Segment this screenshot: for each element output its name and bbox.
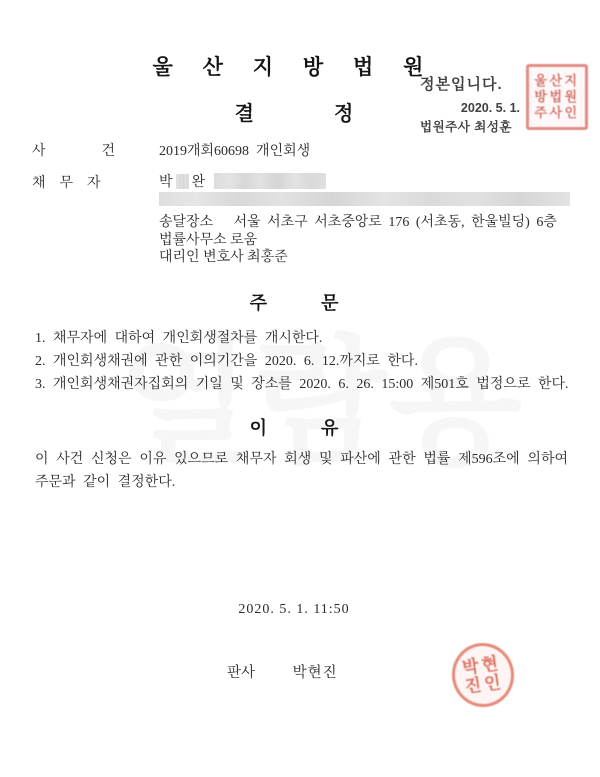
redaction-box xyxy=(176,174,189,189)
reason-text: 이 사건 신청은 이유 있으므로 채무자 회생 및 파산에 관한 법률 제596조에 의하여 주문과 같이 결정한다. xyxy=(35,452,568,490)
decision-datetime: 2020. 5. 1. 11:50 xyxy=(238,602,350,617)
judge-label: 판사 xyxy=(227,665,256,681)
certification-date: 2020. 5. 1. xyxy=(460,101,520,115)
redaction-box xyxy=(159,192,570,206)
reason-heading: 이 유 xyxy=(249,418,339,438)
certification-statement: 정본입니다. xyxy=(420,76,503,93)
law-office: 법률사무소 로움 xyxy=(159,233,258,248)
case-number: 2019개회60698 개인회생 xyxy=(159,144,311,159)
judge-name: 박현진 xyxy=(292,665,338,681)
court-registrar-seal-text: 울산지방법원주사인 xyxy=(534,73,580,120)
judge-seal-text: 박현진인 xyxy=(461,653,505,697)
debtor-name-row xyxy=(159,171,326,191)
judge-signature-row xyxy=(227,661,338,682)
order-item: 3. 개인회생채권자집회의 기일 및 장소를 2020. 6. 26. 15:00 제501호 법정으로 한다. xyxy=(35,377,569,392)
court-name-title: 울 산 지 방 법 원 xyxy=(152,56,436,79)
certification-stamp xyxy=(420,73,520,135)
order-list xyxy=(35,327,575,396)
debtor-given-name: 완 xyxy=(191,175,206,190)
judge-seal-stamp xyxy=(448,639,518,711)
redaction-box xyxy=(214,173,326,189)
case-label: 사 건 xyxy=(32,144,116,159)
debtor-label: 채 무 자 xyxy=(32,176,101,191)
document-type-title: 결 정 xyxy=(234,103,354,125)
court-registrar-seal-stamp xyxy=(526,64,588,130)
certification-officer: 법원주사 최성훈 xyxy=(420,120,512,134)
order-heading: 주 문 xyxy=(249,293,339,313)
attorney: 대리인 변호사 최홍준 xyxy=(159,250,288,265)
service-address: 송달장소 서울 서초구 서초중앙로 176 (서초동, 한울빌딩) 6층 xyxy=(159,215,557,230)
order-item: 1. 채무자에 대하여 개인회생절차를 개시한다. xyxy=(35,331,323,346)
debtor-surname: 박 xyxy=(159,175,173,190)
order-item: 2. 개인회생채권에 관한 이의기간을 2020. 6. 12.까지로 한다. xyxy=(35,354,418,369)
